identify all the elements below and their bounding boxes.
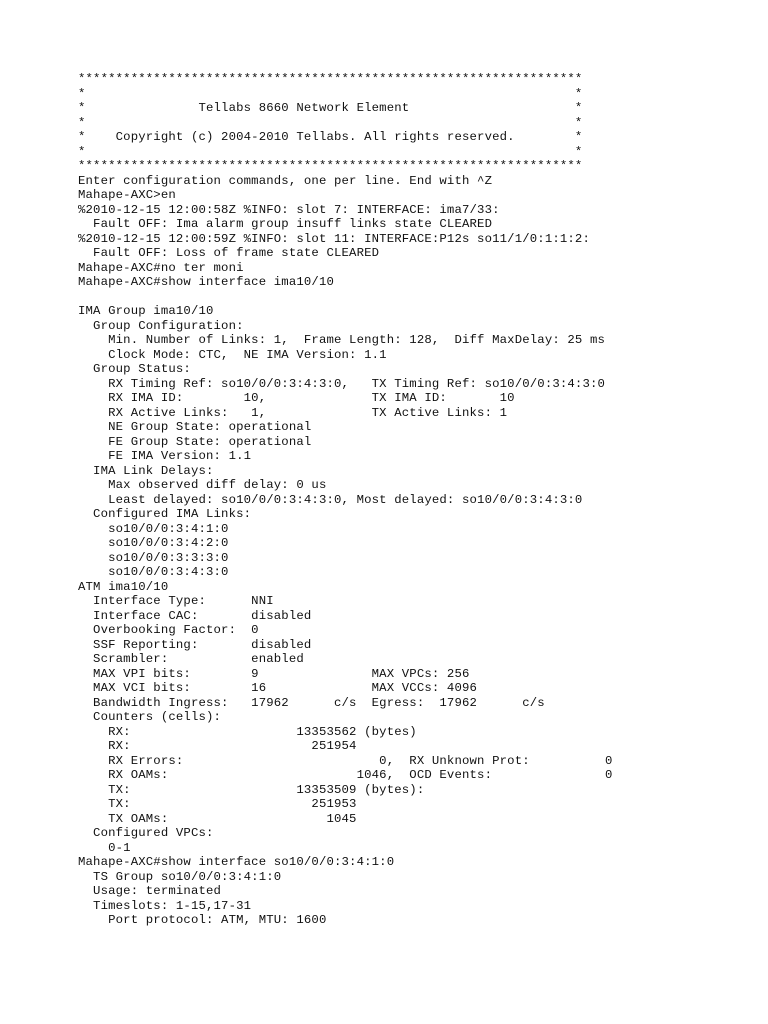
terminal-line: Group Configuration: <box>78 318 244 333</box>
terminal-line: * Tellabs 8660 Network Element * <box>78 101 583 115</box>
terminal-line: FE IMA Version: 1.1 <box>78 449 252 463</box>
terminal-line: RX OAMs: 1046, OCD Events: 0 <box>78 768 613 782</box>
terminal-line: RX Active Links: 1, TX Active Links: 1 <box>78 405 508 420</box>
terminal-line: RX: 13353562 (bytes) <box>78 724 417 739</box>
terminal-line: Usage: terminated <box>78 884 222 898</box>
terminal-line: Least delayed: so10/0/0:3:4:3:0, Most delayed: so10/0/0:3:4:3:0 <box>78 492 583 507</box>
terminal-line: * * <box>78 86 583 101</box>
terminal-line: RX IMA ID: 10, TX IMA ID: 10 <box>78 391 515 405</box>
terminal-line: Configured IMA Links: <box>78 507 252 521</box>
terminal-line: ATM ima10/10 <box>78 579 169 594</box>
terminal-line: NE Group State: operational <box>78 420 312 434</box>
terminal-line: Timeslots: 1-15,17-31 <box>78 898 252 913</box>
terminal-line: SSF Reporting: disabled <box>78 637 312 652</box>
terminal-line: Mahape-AXC>en <box>78 188 176 202</box>
terminal-line: Mahape-AXC#no ter moni <box>78 260 244 275</box>
terminal-output <box>78 72 758 928</box>
terminal-line <box>78 290 758 305</box>
terminal-line: Fault OFF: Ima alarm group insuff links state CLEARED <box>78 217 493 231</box>
terminal-line: IMA Link Delays: <box>78 463 214 478</box>
terminal-line: Fault OFF: Loss of frame state CLEARED <box>78 246 380 260</box>
terminal-line: Counters (cells): <box>78 710 222 724</box>
terminal-line: %2010-12-15 12:00:59Z %INFO: slot 11: INTERFACE:P12s so11/1/0:1:1:2: <box>78 231 590 246</box>
terminal-line: ******************************************************************* <box>78 72 583 86</box>
terminal-line: TX OAMs: 1045 <box>78 811 357 826</box>
terminal-line: Group Status: <box>78 362 191 376</box>
terminal-line: 0-1 <box>78 840 131 855</box>
terminal-line: Clock Mode: CTC, NE IMA Version: 1.1 <box>78 347 387 362</box>
terminal-line: TX: 251953 <box>78 797 357 811</box>
terminal-line: * Copyright (c) 2004-2010 Tellabs. All rights reserved. * <box>78 130 583 144</box>
terminal-line: Configured VPCs: <box>78 826 214 840</box>
terminal-line: so10/0/0:3:4:2:0 <box>78 536 229 550</box>
terminal-line: RX Errors: 0, RX Unknown Prot: 0 <box>78 753 613 768</box>
terminal-line: ******************************************************************* <box>78 159 583 173</box>
terminal-line: Max observed diff delay: 0 us <box>78 478 327 492</box>
terminal-line: * * <box>78 144 583 159</box>
terminal-line: RX Timing Ref: so10/0/0:3:4:3:0, TX Timing Ref: so10/0/0:3:4:3:0 <box>78 376 606 391</box>
terminal-line: so10/0/0:3:3:3:0 <box>78 550 229 565</box>
terminal-line: Enter configuration commands, one per line. End with ^Z <box>78 173 493 188</box>
terminal-line: %2010-12-15 12:00:58Z %INFO: slot 7: INTERFACE: ima7/33: <box>78 202 500 217</box>
terminal-line: Mahape-AXC#show interface ima10/10 <box>78 275 334 289</box>
terminal-line: Interface CAC: disabled <box>78 608 312 623</box>
terminal-line: * * <box>78 115 583 130</box>
terminal-line: TX: 13353509 (bytes): <box>78 782 425 797</box>
terminal-line: Min. Number of Links: 1, Frame Length: 128, Diff MaxDelay: 25 ms <box>78 333 606 347</box>
terminal-line: IMA Group ima10/10 <box>78 304 214 318</box>
terminal-line: Overbooking Factor: 0 <box>78 623 259 637</box>
terminal-line: TS Group so10/0/0:3:4:1:0 <box>78 869 282 884</box>
terminal-line: Scrambler: enabled <box>78 652 304 666</box>
terminal-line: so10/0/0:3:4:1:0 <box>78 521 229 536</box>
terminal-line: Port protocol: ATM, MTU: 1600 <box>78 913 327 927</box>
terminal-line: FE Group State: operational <box>78 434 312 449</box>
terminal-line: Mahape-AXC#show interface so10/0/0:3:4:1:0 <box>78 855 395 869</box>
terminal-line: RX: 251954 <box>78 739 357 753</box>
terminal-line: Bandwidth Ingress: 17962 c/s Egress: 17962 c/s <box>78 695 545 710</box>
terminal-line: Interface Type: NNI <box>78 594 274 608</box>
terminal-line: MAX VPI bits: 9 MAX VPCs: 256 <box>78 666 470 681</box>
terminal-line: MAX VCI bits: 16 MAX VCCs: 4096 <box>78 681 478 695</box>
terminal-line: so10/0/0:3:4:3:0 <box>78 565 229 579</box>
